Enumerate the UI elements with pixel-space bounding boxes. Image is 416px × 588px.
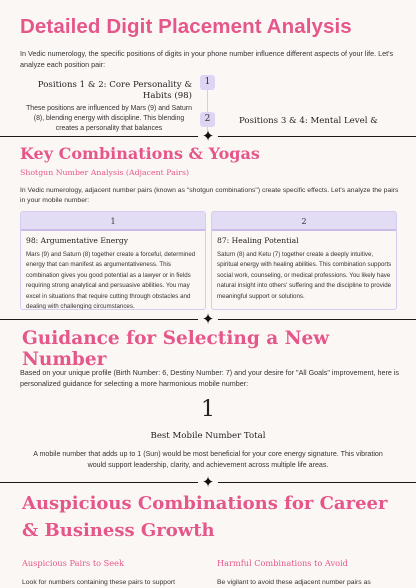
timeline-node-1: 1	[200, 75, 215, 90]
auspicious-pairs-heading: Auspicious Pairs to Seek	[22, 558, 124, 568]
combination-card-2	[211, 211, 397, 310]
four-point-star-icon: ✦	[201, 473, 215, 491]
section-title-auspicious: Auspicious Combinations for Career & Business Growth	[22, 493, 388, 541]
timeline-item-title-2: Positions 3 & 4: Mental Level &	[239, 116, 378, 126]
section-title-guidance: Guidance for Selecting a New Number	[22, 328, 330, 370]
section-title-combinations: Key Combinations & Yogas	[20, 144, 260, 163]
section-divider	[0, 473, 416, 491]
best-number-label: Best Mobile Number Total	[150, 431, 266, 441]
combination-card-1	[20, 211, 206, 310]
placement-analysis-section	[0, 0, 416, 136]
timeline-node-2: 2	[200, 112, 215, 127]
four-point-star-icon: ✦	[201, 310, 215, 328]
section-intro-guidance: Based on your unique profile (Birth Number: 6, Destiny Number: 7) and your desire for "All Goals" improvement, here is personalized guidance for selecting a more harmonious mobile number:	[20, 368, 400, 388]
card-text-2: Saturn (8) and Ketu (7) together create a deeply intuitive, spiritual energy with healing abilities. This combination supports social work, counseling, or medical professions. You likely have natural insight into others' suffering and the discipline to provide meaningful support or solutions.	[217, 251, 392, 300]
section-intro-placement: In Vedic numerology, the specific positions of digits in your phone number influence different aspects of your life. Let's analyze each position pair:	[20, 49, 394, 69]
timeline-item-description-1: These positions are influenced by Mars (9) and Saturn (8), blending energy with discipline. This blending creates a personality that balances	[26, 105, 192, 133]
card-title-1: 98: Argumentative Energy	[26, 236, 129, 245]
card-text-1: Mars (9) and Saturn (8) together create a forceful, determined energy that can manifest as argumentativeness. This combination gives you good potential as a lawyer or in fields requiring strong analytical and persuasive abilities. You may excel in situations that require cutting through obstacles and dealing with challenging circumstances.	[26, 251, 196, 310]
best-number-description: A mobile number that adds up to 1 (Sun) would be most beneficial for your core energy signature. This vibration would support leadership, clarity, and achievement across multiple life areas.	[33, 450, 383, 469]
card-title-2: 87: Healing Potential	[217, 236, 299, 245]
card-index-2: 2	[212, 212, 396, 231]
harmful-combinations-heading: Harmful Combinations to Avoid	[217, 558, 348, 568]
section-title-placement: Detailed Digit Placement Analysis	[20, 15, 352, 38]
harmful-combinations-text: Be vigilant to avoid these adjacent number pairs as	[217, 579, 371, 586]
section-divider	[0, 127, 416, 145]
four-point-star-icon: ✦	[201, 127, 215, 145]
card-index-1: 1	[21, 212, 205, 231]
section-subtitle-shotgun: Shotgun Number Analysis (Adjacent Pairs)	[20, 168, 190, 177]
section-divider	[0, 310, 416, 328]
auspicious-pairs-text: Look for numbers containing these pairs to support	[22, 579, 176, 586]
section-intro-combinations: In Vedic numerology, adjacent number pairs (known as "shotgun combinations") create specific effects. Let's analyze the pairs in your mobile number:	[20, 187, 399, 205]
best-number-value: 1	[201, 397, 215, 422]
timeline-item-title-1: Positions 1 & 2: Core Personality & Habits (98)	[37, 80, 192, 101]
